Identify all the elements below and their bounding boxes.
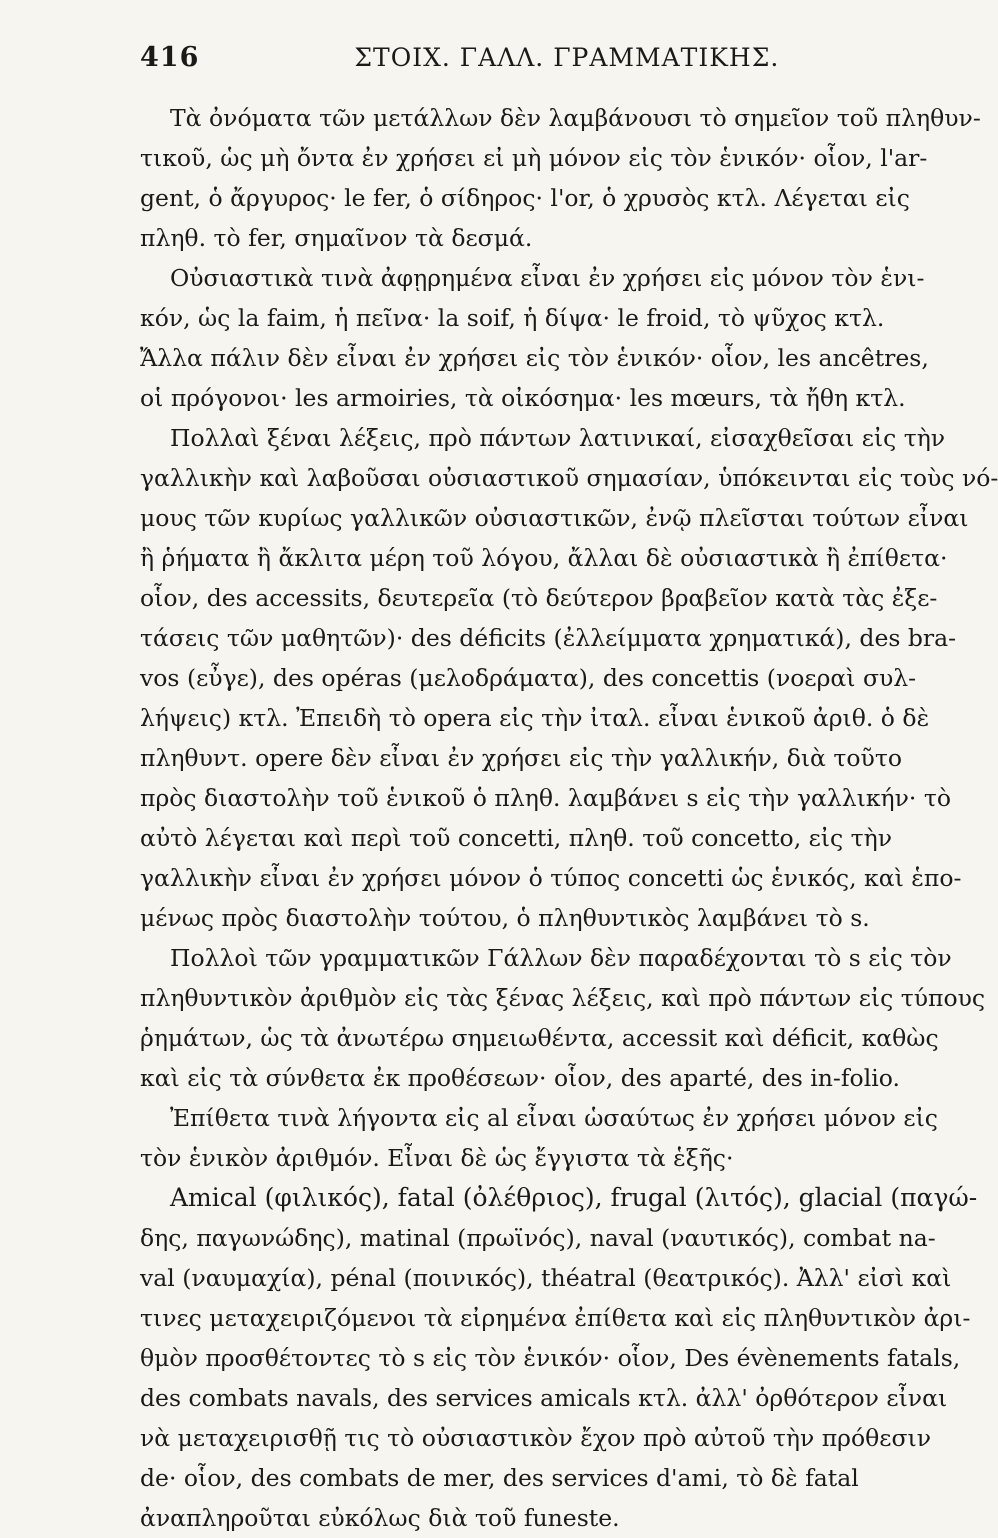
text-line: γαλλικὴν καὶ λαβοῦσαι οὐσιαστικοῦ σημασίαν, ὑπόκεινται εἰς τοὺς νό- <box>140 464 998 492</box>
text-line: Ἐπίθετα τινὰ λήγοντα εἰς al εἶναι ὡσαύτως ἐν χρήσει μόνον εἰς <box>170 1104 938 1132</box>
text-line: τάσεις τῶν μαθητῶν)· des déficits (ἐλλείμματα χρηματικά), des bra- <box>140 624 957 652</box>
text-line: vos (εὖγε), des opéras (μελοδράματα), des concettis (νοεραὶ συλ- <box>140 664 917 692</box>
text-line: οἱ πρόγονοι· les armoiries, τὰ οἰκόσημα· les mœurs, τὰ ἤθη κτλ. <box>140 384 906 412</box>
text-line: αὐτὸ λέγεται καὶ περὶ τοῦ concetti, πληθ. τοῦ concetto, εἰς τὴν <box>140 824 893 852</box>
text-line: θμὸν προσθέτοντες τὸ s εἰς τὸν ἑνικόν· οἷον, Des évènements fatals, <box>140 1344 961 1372</box>
page-body <box>140 98 998 1538</box>
text-line: Οὐσιαστικὰ τινὰ ἀφῃρημένα εἶναι ἐν χρήσει εἰς μόνον τὸν ἑνι- <box>170 264 925 292</box>
text-line: val (ναυμαχία), pénal (ποινικός), théatral (θεατρικός). Ἀλλ' εἰσὶ καὶ <box>140 1264 952 1292</box>
text-line: ἢ ῥήματα ἢ ἄκλιτα μέρη τοῦ λόγου, ἄλλαι δὲ οὐσιαστικὰ ἢ ἐπίθετα· <box>140 544 948 572</box>
text-line: νὰ μεταχειρισθῇ τις τὸ οὐσιαστικὸν ἔχον πρὸ αὐτοῦ τὴν πρόθεσιν <box>140 1424 932 1452</box>
text-line: γαλλικὴν εἶναι ἐν χρήσει μόνον ὁ τύπος concetti ὡς ἑνικός, καὶ ἑπο- <box>140 864 962 892</box>
text-line: des combats navals, des services amicals κτλ. ἀλλ' ὀρθότερον εἶναι <box>140 1384 948 1412</box>
text-line: Πολλαὶ ξέναι λέξεις, πρὸ πάντων λατινικαί, εἰσαχθεῖσαι εἰς τὴν <box>170 424 946 452</box>
text-line: τὸν ἑνικὸν ἀριθμόν. Εἶναι δὲ ὡς ἔγγιστα τὰ ἑξῆς· <box>140 1144 734 1172</box>
text-line: τικοῦ, ὡς μὴ ὄντα ἐν χρήσει εἰ μὴ μόνον εἰς τὸν ἑνικόν· οἷον, l'ar- <box>140 144 928 172</box>
text-line: ἀναπληροῦται εὐκόλως διὰ τοῦ funeste. <box>140 1504 620 1532</box>
text-line: πληθυντικὸν ἀριθμὸν εἰς τὰς ξένας λέξεις, καὶ πρὸ πάντων εἰς τύπους <box>140 984 986 1012</box>
text-line: de· οἷον, des combats de mer, des services d'ami, τὸ δὲ fatal <box>140 1464 859 1492</box>
text-line: κόν, ὡς la faim, ἡ πεῖνα· la soif, ἡ δίψα· le froid, τὸ ψῦχος κτλ. <box>140 304 885 332</box>
text-line: πληθυντ. opere δὲν εἶναι ἐν χρήσει εἰς τὴν γαλλικήν, διὰ τοῦτο <box>140 744 902 772</box>
text-line: Πολλοὶ τῶν γραμματικῶν Γάλλων δὲν παραδέχονται τὸ s εἰς τὸν <box>170 944 952 972</box>
text-line: μένως πρὸς διαστολὴν τούτου, ὁ πληθυντικὸς λαμβάνει τὸ s. <box>140 904 870 932</box>
text-line: τινες μεταχειριζόμενοι τὰ εἰρημένα ἐπίθετα καὶ εἰς πληθυντικὸν ἀρι- <box>140 1304 971 1332</box>
text-line: Amical (φιλικός), fatal (ὀλέθριος), frugal (λιτός), glacial (παγώ- <box>170 1183 978 1212</box>
text-line: λήψεις) κτλ. Ἐπειδὴ τὸ opera εἰς τὴν ἰταλ. εἶναι ἑνικοῦ ἀριθ. ὁ δὲ <box>140 704 930 732</box>
running-title: ΣΤΟΙΧ. ΓΑΛΛ. ΓΡΑΜΜΑΤΙΚΗΣ. <box>354 43 780 72</box>
text-line: πρὸς διαστολὴν τοῦ ἑνικοῦ ὁ πληθ. λαμβάνει s εἰς τὴν γαλλικήν· τὸ <box>140 784 952 812</box>
text-line: πληθ. τὸ fer, σημαῖνον τὰ δεσμά. <box>140 224 533 252</box>
text-line: ῥημάτων, ὡς τὰ ἀνωτέρω σημειωθέντα, accessit καὶ déficit, καθὼς <box>140 1024 939 1052</box>
text-line: Ἄλλα πάλιν δὲν εἶναι ἐν χρήσει εἰς τὸν ἑνικόν· οἷον, les ancêtres, <box>140 344 929 372</box>
text-line: καὶ εἰς τὰ σύνθετα ἐκ προθέσεων· οἷον, des aparté, des in-folio. <box>140 1064 900 1092</box>
page-number: 416 <box>140 42 200 73</box>
text-line: οἷον, des accessits, δευτερεῖα (τὸ δεύτερον βραβεῖον κατὰ τὰς ἐξε- <box>140 584 938 612</box>
page-header <box>140 42 839 82</box>
text-line: δης, παγωνώδης), matinal (πρωϊνός), naval (ναυτικός), combat na- <box>140 1224 936 1252</box>
text-line: Τὰ ὀνόματα τῶν μετάλλων δὲν λαμβάνουσι τὸ σημεῖον τοῦ πληθυν- <box>170 104 981 132</box>
text-line: μους τῶν κυρίως γαλλικῶν οὐσιαστικῶν, ἐνῷ πλεῖσται τούτων εἶναι <box>140 504 969 532</box>
text-line: gent, ὁ ἄργυρος· le fer, ὁ σίδηρος· l'or, ὁ χρυσὸς κτλ. Λέγεται εἰς <box>140 184 910 212</box>
